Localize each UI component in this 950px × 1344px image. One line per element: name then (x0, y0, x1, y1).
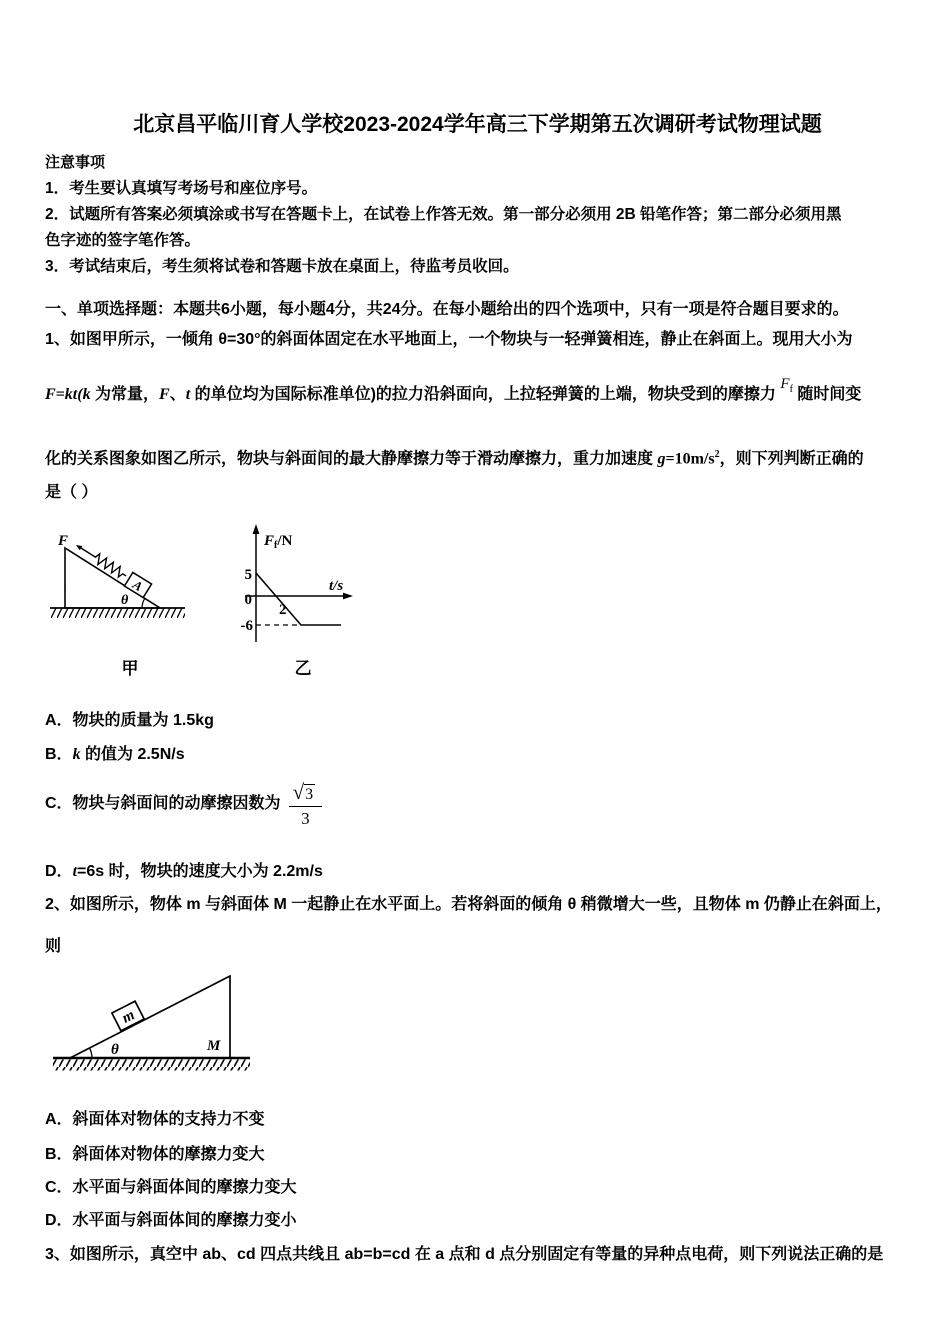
q1-text-line-3 (45, 444, 910, 470)
denominator: 3 (301, 809, 310, 829)
q1-text-run: 化的关系图象如图乙所示，物块与斜面间的最大静摩擦力等于滑动摩擦力，重力加速度 (45, 450, 658, 468)
q1-option-d-t: t (72, 863, 78, 881)
q1-option-d-text: =6s 时，物块的速度大小为 2.2m/s (77, 863, 323, 881)
q1-option-b (45, 744, 910, 766)
block-m (112, 1002, 144, 1032)
radicand: 3 (305, 786, 314, 804)
theta-arc (90, 1048, 93, 1058)
y-axis-F: F (264, 533, 275, 550)
block-A-label: A (130, 577, 146, 595)
q2-option-c: C．水平面与斜面体间的摩擦力变大 (45, 1179, 297, 1197)
block-A (124, 573, 151, 598)
q1-option-a: A．物块的质量为 1.5kg (45, 712, 214, 730)
friction-sub-f: f (789, 384, 793, 395)
q2-text-line-1: 2、如图所示，物体 m 与斜面体 M 一起静止在水平面上。若将斜面的倾角 θ 稍微增大一些，且物体 m 仍静止在斜面上， (45, 896, 892, 914)
q1-symbol-t: t (185, 386, 191, 403)
ground-hatch (50, 608, 185, 618)
q1-option-b-text: 的值为 2.5N/s (80, 746, 185, 764)
q1-text-line-4: 是（ ） (45, 484, 98, 502)
notice-header: 注意事项 (45, 154, 106, 171)
q2-option-b: B．斜面体对物体的摩擦力变大 (45, 1146, 265, 1164)
q1-symbol-F: F (159, 386, 170, 403)
q1-option-d-label: D． (45, 863, 73, 881)
figure-yi-caption: 乙 (294, 659, 312, 679)
ground-hatch (53, 1060, 250, 1071)
tick-2: 2 (279, 602, 287, 619)
y-axis-arrowhead (253, 524, 260, 534)
tick-5: 5 (244, 567, 252, 584)
figure-jia (45, 518, 215, 679)
radical-sign: √ (292, 780, 305, 805)
q1-option-b-k: k (72, 746, 81, 764)
friction-time-graph (223, 518, 383, 648)
q1-text-run: 随时间变 (792, 386, 862, 403)
q1-text-run: 为常量， (90, 386, 160, 403)
wedge-block-diagram (45, 968, 275, 1080)
block-m-label: m (119, 1007, 138, 1027)
q2-figure (45, 968, 910, 1085)
q2-text-line-2: 则 (45, 938, 62, 956)
force-F-line (81, 548, 92, 555)
notice-item-2-line-2: 色字迹的签字笔作答。 (45, 232, 201, 249)
sqrt3-over-3-fraction (289, 781, 323, 827)
q1-text-run: 的单位均为国际标准单位)的拉力沿斜面向，上拉轻弹簧的上端，物块受到的摩擦力 (190, 386, 781, 403)
notice-item-3: 3．考试结束后，考生须将试卷和答题卡放在桌面上，待监考员收回。 (45, 258, 519, 275)
q1-friction-symbol (780, 376, 793, 395)
x-axis-title: t/s (329, 578, 344, 595)
q1-option-b-label: B． (45, 746, 73, 764)
q1-option-d (45, 861, 910, 883)
y-axis-unit: /N (277, 533, 293, 550)
q1-text-run: 、 (169, 386, 186, 403)
notice-item-2-line-1: 2．试题所有答案必须填涂或书写在答题卡上，在试卷上作答无效。第一部分必须用 2B 铅笔作答；第二部分必须用黑 (45, 206, 842, 223)
x-axis-arrowhead (343, 593, 353, 600)
q1-formula-fkt: F=kt(k (45, 386, 91, 403)
section-one-header: 一、单项选择题：本题共6小题，每小题4分，共24分。在每小题给出的四个选项中，只有一项是符合题目要求的。 (45, 301, 849, 318)
force-F-label: F (58, 533, 69, 550)
friction-F: F (780, 376, 790, 392)
wedge-M-label: M (207, 1038, 221, 1055)
q1-text-line-2 (45, 376, 910, 412)
page-title: 北京昌平临川育人学校2023-2024学年高三下学期第五次调研考试物理试题 (133, 113, 822, 136)
figure-yi (223, 518, 383, 679)
q2-option-d: D．水平面与斜面体间的摩擦力变小 (45, 1212, 297, 1230)
q1-figures (45, 518, 910, 679)
q3-text-line-1: 3、如图所示，真空中 ab、cd 四点共线且 ab=b=cd 在 a 点和 d 点分别固定有等量的异种点电荷，则下列说法正确的是 (45, 1246, 884, 1264)
tick-0: 0 (244, 592, 252, 609)
q2-option-a: A．斜面体对物体的支持力不变 (45, 1111, 265, 1129)
incline-spring-diagram (45, 518, 215, 648)
theta-label: θ (121, 593, 129, 609)
incline-triangle (65, 548, 160, 608)
theta-arc (142, 599, 145, 608)
tick-neg6: -6 (240, 618, 253, 635)
y-axis-sub-f: f (274, 540, 278, 552)
figure-jia-caption: 甲 (121, 659, 139, 679)
q1-g-value: =10m/s (665, 450, 715, 468)
y-axis-title (263, 533, 293, 551)
q1-g-exponent: 2 (714, 449, 720, 460)
q1-text-run: ，则下列判断正确的 (719, 450, 864, 468)
wedge-triangle (70, 976, 230, 1058)
theta-label: θ (111, 1042, 119, 1059)
q1-option-c-text: C．物块与斜面间的动摩擦因数为 (45, 795, 281, 813)
notice-item-1: 1．考生要认真填写考场号和座位序号。 (45, 180, 318, 197)
q1-option-c (45, 778, 910, 830)
q1-symbol-g: g (657, 450, 666, 468)
q1-text-line-1: 1、如图甲所示，一倾角 θ=30°的斜面体固定在水平地面上，一个物块与一轻弹簧相连，静止在斜面上。现用大小为 (45, 331, 853, 348)
